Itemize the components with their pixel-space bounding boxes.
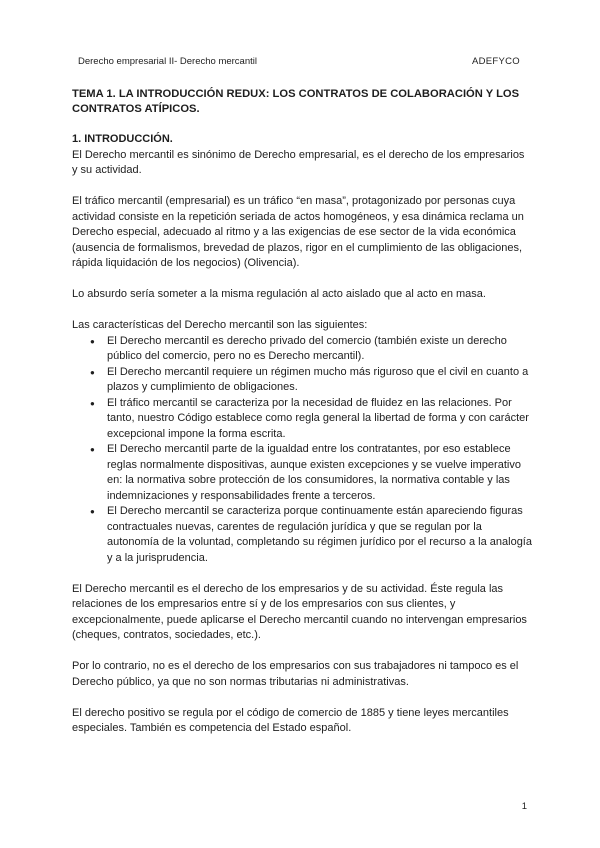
list-item: ● El Derecho mercantil parte de la igualdad entre los contratantes, por eso establece reglas normalmente dispositivas, aunque existen excepciones y se vuelve imperativo en: la normativa sobre protección de los consumidores, la normativa contable y las indemnizaciones y responsabilidades frente a terceros. (107, 442, 532, 504)
paragraph-exclusions: Por lo contrario, no es el derecho de los empresarios con sus trabajadores ni tampoco es el Derecho público, ya que no son normas tributarias ni administrativas. (72, 660, 519, 688)
paragraph-scope: El Derecho mercantil es el derecho de los empresarios y de su actividad. Éste regula las relaciones de los empresarios entre sí y de los empresarios con sus clientes, y excepcionalmente, puede aplicarse el Derecho mercantil cuando no intervengan empresarios (cheques, contratos, sociedades, etc.). (72, 582, 527, 641)
characteristics-list (72, 334, 532, 567)
paragraph-mass-traffic: El tráfico mercantil (empresarial) es un tráfico “en masa”, protagonizado por personas cuya actividad consiste en la repetición seriada de actos homogéneos, y esa dinámica reclama un Derecho especial, adecuado al ritmo y a las exigencias de ese sector de la vida económica (ausencia de formalismos, brevedad de plazos, rigor en el cumplimiento de las obligaciones, rápida liquidación de los negocios) (Olivencia). (72, 195, 524, 269)
header-course-title: Derecho empresarial II- Derecho mercantil (78, 56, 257, 67)
document-body (72, 87, 532, 752)
list-item: ● El tráfico mercantil se caracteriza por la necesidad de fluidez en las relaciones. Por tanto, nuestro Código establece como regla general la libertad de forma y con carácter excepcional impone la forma escrita. (107, 396, 532, 443)
header-organization: ADEFYCO (471, 56, 520, 67)
page-number: 1 (521, 801, 527, 812)
section-heading: 1. INTRODUCCIÓN. (72, 133, 173, 145)
paragraph-absurd: Lo absurdo sería someter a la misma regulación al acto aislado que al acto en masa. (72, 288, 486, 300)
list-item: ● El Derecho mercantil se caracteriza porque continuamente están apareciendo figuras contractuales nuevas, carentes de regulación jurídica y que se regulan por la autonomía de la voluntad, completando su régimen jurídico por el recurso a la analogía y a la jurisprudencia. (107, 504, 532, 566)
list-item: ● El Derecho mercantil es derecho privado del comercio (también existe un derecho público del comercio, pero no es Derecho mercantil). (107, 334, 532, 365)
paragraph-positive-law: El derecho positivo se regula por el código de comercio de 1885 y tiene leyes mercantiles especiales. También es competencia del Estado español. (72, 706, 509, 734)
list-item: ● El Derecho mercantil requiere un régimen mucho más riguroso que el civil en cuanto a plazos y cumplimiento de obligaciones. (107, 365, 532, 396)
paragraph-definition: El Derecho mercantil es sinónimo de Derecho empresarial, es el derecho de los empresarios y su actividad. (72, 148, 525, 176)
chapter-title: TEMA 1. LA INTRODUCCIÓN REDUX: LOS CONTRATOS DE COLABORACIÓN Y LOS CONTRATOS ATÍPICOS. (72, 88, 520, 115)
list-intro: Las características del Derecho mercantil son las siguientes: (72, 319, 368, 331)
